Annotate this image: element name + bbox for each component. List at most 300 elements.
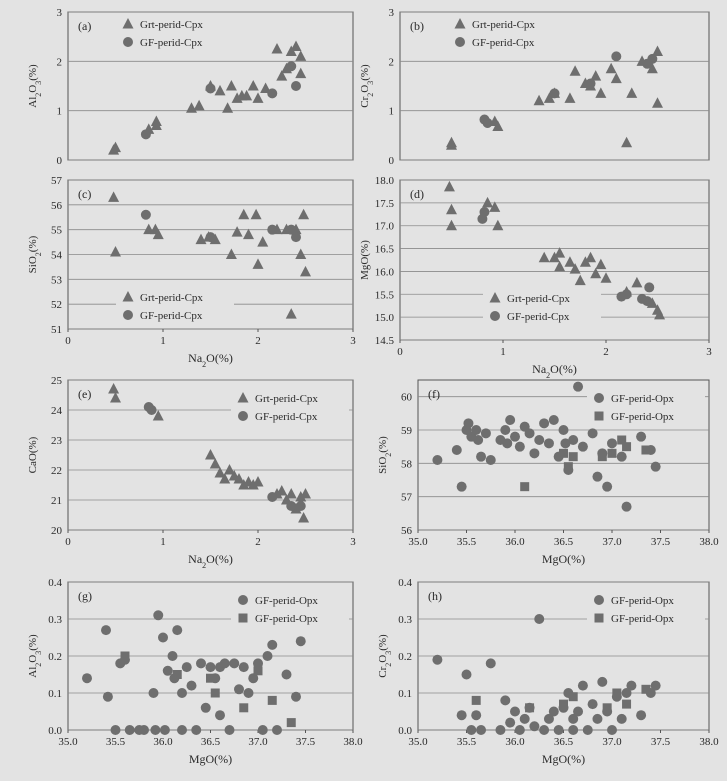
data-point-circle — [220, 658, 230, 668]
data-point-circle — [123, 310, 133, 320]
data-point-circle — [471, 425, 481, 435]
y-tick-label: 54 — [51, 249, 62, 262]
legend — [587, 388, 705, 426]
data-point-circle — [139, 725, 149, 735]
legend — [116, 287, 234, 325]
x-axis-label: MgO(%) — [541, 752, 586, 766]
y-tick-label: 0.1 — [398, 688, 412, 700]
data-point-circle — [626, 681, 636, 691]
x-tick-label: 35.5 — [456, 736, 477, 748]
data-point-square — [612, 689, 621, 698]
x-tick-label: 35.5 — [456, 536, 477, 548]
data-point-circle — [182, 662, 192, 672]
data-point-circle — [544, 438, 554, 448]
data-point-triangle — [226, 249, 237, 260]
data-point-triangle — [110, 246, 121, 257]
y-tick-label: 0 — [56, 155, 62, 167]
data-point-circle — [483, 118, 493, 128]
data-point-triangle — [286, 308, 297, 319]
y-tick-label: 1 — [56, 105, 62, 118]
y-tick-label: 0.3 — [48, 614, 62, 626]
data-point-circle — [457, 482, 467, 492]
legend-entry: GF-perid-Cpx — [140, 310, 203, 322]
data-point-square — [472, 696, 481, 705]
x-tick-label: 35.5 — [105, 736, 126, 748]
data-point-circle — [282, 670, 292, 680]
y-tick-label: 25 — [51, 375, 62, 387]
data-point-triangle — [253, 258, 264, 269]
data-point-circle — [529, 448, 539, 458]
y-tick-label: 20 — [51, 525, 62, 537]
data-point-triangle — [215, 85, 226, 96]
data-point-triangle — [482, 197, 493, 208]
data-point-circle — [267, 492, 277, 502]
data-point-triangle — [595, 259, 606, 270]
data-point-circle — [291, 232, 301, 242]
y-tick-label: 23 — [51, 435, 62, 447]
legend-entry: Grt-perid-Cpx — [140, 292, 203, 304]
chart-panel-b — [359, 7, 709, 167]
data-point-square — [569, 692, 578, 701]
data-point-circle — [592, 472, 602, 482]
data-point-circle — [239, 662, 249, 672]
y-tick-label: 0.2 — [48, 651, 62, 663]
data-point-triangle — [251, 209, 262, 220]
data-point-circle — [476, 452, 486, 462]
data-point-circle — [573, 707, 583, 717]
data-point-square — [641, 685, 650, 694]
data-point-circle — [550, 88, 560, 98]
data-point-triangle — [590, 268, 601, 279]
data-point-circle — [594, 595, 604, 605]
panel-label: (b) — [410, 19, 424, 33]
data-point-triangle — [295, 50, 306, 61]
legend-entry: GF-perid-Cpx — [507, 311, 570, 323]
data-point-square — [595, 412, 604, 421]
data-point-triangle — [534, 95, 545, 106]
legend-entry: GF-perid-Opx — [611, 613, 674, 625]
x-tick-label: 35.0 — [408, 736, 428, 748]
data-point-circle — [525, 428, 535, 438]
data-point-circle — [229, 658, 239, 668]
data-point-square — [121, 652, 130, 661]
panel-label: (c) — [78, 187, 92, 201]
data-point-circle — [607, 438, 617, 448]
data-point-triangle — [626, 87, 637, 98]
data-point-circle — [452, 445, 462, 455]
data-point-circle — [196, 658, 206, 668]
x-tick-label: 38.0 — [699, 536, 719, 548]
data-point-circle — [168, 651, 178, 661]
y-tick-label: 55 — [51, 224, 62, 237]
data-point-circle — [486, 658, 496, 668]
x-axis-label: MgO(%) — [541, 552, 586, 566]
data-point-circle — [520, 714, 530, 724]
y-axis-label: $Cr_2O_3(\%)$ — [377, 634, 393, 678]
legend-entry: GF-perid-Opx — [611, 595, 674, 607]
data-point-square — [569, 452, 578, 461]
data-point-triangle — [205, 449, 216, 460]
data-point-circle — [592, 714, 602, 724]
data-point-circle — [172, 625, 182, 635]
data-point-circle — [515, 442, 525, 452]
legend-entry: GF-perid-Opx — [611, 411, 674, 423]
data-point-circle — [258, 725, 268, 735]
data-point-square — [608, 449, 617, 458]
data-point-circle — [206, 232, 216, 242]
data-point-triangle — [248, 80, 259, 91]
y-tick-label: 0.1 — [48, 688, 62, 700]
data-point-circle — [201, 703, 211, 713]
data-point-triangle — [564, 92, 575, 103]
data-point-triangle — [210, 458, 221, 469]
y-tick-label: 0.0 — [48, 725, 62, 737]
y-tick-label: 22 — [51, 465, 62, 477]
data-point-circle — [263, 651, 273, 661]
data-point-square — [622, 442, 631, 451]
y-tick-label: 0.4 — [398, 577, 412, 589]
data-point-circle — [163, 666, 173, 676]
data-point-circle — [479, 207, 489, 217]
x-tick-label: 37.0 — [602, 736, 622, 748]
x-tick-label: 37.5 — [295, 736, 316, 748]
data-point-circle — [607, 725, 617, 735]
data-point-circle — [267, 225, 277, 235]
data-point-circle — [573, 382, 583, 392]
data-point-circle — [225, 725, 235, 735]
data-point-circle — [206, 662, 216, 672]
data-point-triangle — [286, 488, 297, 499]
y-tick-label: 16.0 — [374, 266, 394, 279]
data-point-triangle — [253, 92, 264, 103]
data-point-square — [173, 670, 182, 679]
legend-entry: Grt-perid-Cpx — [472, 19, 535, 31]
y-tick-label: 0.3 — [398, 614, 412, 626]
data-point-triangle — [652, 97, 663, 108]
x-tick-label: 36.0 — [505, 536, 525, 548]
legend-entry: Grt-perid-Cpx — [140, 19, 203, 31]
data-point-circle — [481, 428, 491, 438]
data-point-circle — [141, 210, 151, 220]
data-point-square — [206, 674, 215, 683]
data-point-triangle — [108, 191, 119, 202]
data-point-circle — [187, 681, 197, 691]
data-point-circle — [500, 695, 510, 705]
data-point-triangle — [298, 209, 309, 220]
data-point-triangle — [272, 43, 283, 54]
y-tick-label: 56 — [401, 525, 412, 537]
data-point-square — [287, 718, 296, 727]
data-point-circle — [510, 707, 520, 717]
data-point-triangle — [539, 252, 550, 263]
y-tick-label: 3 — [56, 7, 62, 19]
x-tick-label: 35.0 — [408, 536, 428, 548]
y-tick-label: 57 — [51, 175, 62, 187]
data-point-circle — [534, 614, 544, 624]
data-point-circle — [594, 393, 604, 403]
data-point-triangle — [446, 204, 457, 215]
data-point-circle — [490, 311, 500, 321]
panel-label: (e) — [78, 387, 92, 401]
x-tick-label: 37.0 — [248, 736, 268, 748]
data-point-circle — [636, 432, 646, 442]
data-point-circle — [534, 435, 544, 445]
data-point-circle — [153, 610, 163, 620]
data-point-circle — [177, 725, 187, 735]
y-tick-label: 21 — [51, 495, 62, 507]
y-axis-label: SiO$_2$(%) — [377, 436, 393, 474]
y-tick-label: 2 — [56, 56, 62, 69]
y-tick-label: 0.0 — [398, 725, 412, 737]
data-point-circle — [578, 442, 588, 452]
data-point-circle — [82, 673, 92, 683]
legend — [231, 388, 349, 426]
data-point-triangle — [226, 80, 237, 91]
data-point-triangle — [194, 100, 205, 111]
y-tick-label: 0.4 — [48, 577, 62, 589]
data-point-circle — [267, 640, 277, 650]
legend — [448, 14, 566, 52]
data-point-circle — [611, 51, 621, 61]
data-point-triangle — [606, 63, 617, 73]
legend-entry: GF-perid-Cpx — [472, 37, 535, 49]
data-point-circle — [549, 415, 559, 425]
data-point-circle — [583, 725, 593, 735]
data-point-circle — [238, 411, 248, 421]
data-point-circle — [505, 718, 515, 728]
legend — [231, 590, 349, 628]
data-point-circle — [500, 425, 510, 435]
y-tick-label: 14.5 — [374, 335, 394, 347]
data-point-circle — [296, 501, 306, 511]
x-tick-label: 38.0 — [343, 736, 363, 748]
y-axis-label: CaO(%) — [27, 436, 39, 474]
data-point-triangle — [446, 220, 457, 231]
data-point-triangle — [295, 68, 306, 79]
data-point-triangle — [554, 261, 565, 272]
legend — [483, 288, 601, 326]
data-point-circle — [125, 725, 135, 735]
data-point-circle — [191, 725, 201, 735]
chart-panel-c — [27, 175, 356, 369]
data-point-circle — [206, 83, 216, 93]
data-point-square — [239, 703, 248, 712]
x-tick-label: 37.5 — [650, 536, 671, 548]
data-point-circle — [291, 692, 301, 702]
panel-label: (a) — [78, 19, 92, 33]
x-tick-label: 3 — [350, 536, 356, 548]
data-point-triangle — [564, 256, 575, 267]
x-tick-label: 2 — [603, 346, 609, 358]
data-point-circle — [457, 710, 467, 720]
x-tick-label: 1 — [160, 335, 166, 347]
data-point-triangle — [257, 236, 268, 247]
data-point-circle — [476, 725, 486, 735]
data-point-triangle — [243, 229, 254, 240]
y-tick-label: 15.5 — [374, 289, 394, 302]
x-tick-label: 3 — [350, 335, 356, 347]
data-point-circle — [622, 502, 632, 512]
data-point-circle — [473, 435, 483, 445]
data-point-circle — [578, 681, 588, 691]
x-tick-label: 0 — [397, 346, 403, 358]
data-point-triangle — [631, 277, 642, 288]
data-point-circle — [123, 37, 133, 47]
data-point-circle — [642, 296, 652, 306]
data-point-circle — [150, 725, 160, 735]
data-point-triangle — [621, 137, 632, 148]
data-point-square — [211, 689, 220, 698]
panel-label: (h) — [428, 589, 442, 603]
x-tick-label: 37.0 — [602, 536, 622, 548]
data-point-circle — [141, 129, 151, 139]
y-tick-label: 18.0 — [374, 175, 394, 187]
data-point-circle — [588, 699, 598, 709]
data-point-circle — [622, 289, 632, 299]
x-tick-label: 36.5 — [553, 536, 574, 548]
series-circle — [432, 614, 660, 735]
panel-label: (g) — [78, 589, 92, 603]
x-axis-label: MgO(%) — [188, 752, 233, 766]
data-point-circle — [510, 432, 520, 442]
data-point-square — [525, 703, 534, 712]
data-point-circle — [559, 425, 569, 435]
data-point-triangle — [110, 142, 121, 153]
x-axis-label: $Na_2O(\%)$ — [188, 351, 233, 369]
data-point-circle — [495, 725, 505, 735]
x-tick-label: 36.5 — [200, 736, 221, 748]
y-tick-label: 0.2 — [398, 651, 412, 663]
data-point-circle — [651, 681, 661, 691]
data-point-circle — [177, 688, 187, 698]
data-point-square — [559, 449, 568, 458]
y-tick-label: 16.5 — [374, 243, 394, 256]
chart-panel-h — [377, 577, 719, 766]
series-triangle — [108, 41, 306, 155]
legend-entry: GF-perid-Opx — [611, 393, 674, 405]
data-point-circle — [103, 692, 113, 702]
x-tick-label: 36.0 — [505, 736, 525, 748]
y-tick-label: 15.0 — [374, 312, 394, 325]
y-tick-label: 58 — [401, 458, 412, 471]
y-tick-label: 24 — [51, 405, 62, 417]
chart-panel-e — [27, 375, 356, 570]
data-point-circle — [111, 725, 121, 735]
data-point-triangle — [110, 392, 121, 403]
data-point-circle — [147, 405, 157, 415]
data-point-square — [598, 452, 607, 461]
data-point-circle — [471, 710, 481, 720]
chart-panel-f — [377, 380, 719, 566]
data-point-triangle — [291, 41, 302, 52]
y-tick-label: 53 — [51, 274, 62, 287]
data-point-square — [559, 700, 568, 709]
data-point-square — [564, 462, 573, 471]
x-tick-label: 36.0 — [153, 736, 173, 748]
panel-label: (d) — [410, 187, 424, 201]
y-axis-label: MgO(%) — [359, 240, 371, 280]
data-point-triangle — [108, 383, 119, 394]
x-tick-label: 35.0 — [58, 736, 78, 748]
x-tick-label: 1 — [500, 346, 506, 358]
x-tick-label: 3 — [706, 346, 712, 358]
data-point-circle — [234, 684, 244, 694]
data-point-circle — [602, 482, 612, 492]
legend-entry: GF-perid-Opx — [255, 595, 318, 607]
chart-panel-d — [359, 175, 712, 380]
data-point-triangle — [300, 266, 311, 277]
data-point-circle — [286, 61, 296, 71]
data-point-circle — [651, 462, 661, 472]
data-point-circle — [267, 88, 277, 98]
y-axis-label: $Al_2O_3(\%)$ — [27, 64, 43, 108]
data-point-circle — [505, 415, 515, 425]
data-point-circle — [158, 633, 168, 643]
x-axis-label: $Na_2O(\%)$ — [532, 362, 577, 380]
data-point-circle — [160, 725, 170, 735]
data-point-circle — [502, 438, 512, 448]
data-point-circle — [515, 725, 525, 735]
data-point-circle — [597, 677, 607, 687]
data-point-circle — [539, 725, 549, 735]
y-tick-label: 56 — [51, 199, 62, 212]
data-point-circle — [291, 81, 301, 91]
data-point-circle — [296, 636, 306, 646]
data-point-triangle — [298, 512, 309, 523]
data-point-circle — [215, 710, 225, 720]
data-point-circle — [529, 721, 539, 731]
data-point-circle — [455, 37, 465, 47]
x-axis-label: $Na_2O(\%)$ — [188, 552, 233, 570]
data-point-square — [520, 482, 529, 491]
data-point-circle — [238, 595, 248, 605]
data-point-circle — [568, 435, 578, 445]
data-point-square — [254, 666, 263, 675]
data-point-circle — [549, 707, 559, 717]
data-point-triangle — [492, 220, 503, 231]
x-tick-label: 0 — [65, 536, 71, 548]
data-point-triangle — [295, 249, 306, 260]
series-circle — [82, 610, 306, 735]
x-tick-label: 2 — [255, 536, 261, 548]
y-tick-label: 1 — [388, 105, 394, 118]
data-point-triangle — [585, 252, 596, 263]
data-point-circle — [286, 501, 296, 511]
y-tick-label: 57 — [401, 491, 412, 504]
legend — [116, 14, 234, 52]
data-point-circle — [554, 725, 564, 735]
data-point-circle — [539, 418, 549, 428]
series-square — [472, 685, 651, 713]
data-point-triangle — [238, 209, 249, 220]
data-point-triangle — [444, 181, 455, 192]
data-point-circle — [568, 725, 578, 735]
data-point-triangle — [575, 275, 586, 286]
data-point-circle — [272, 725, 282, 735]
data-point-square — [239, 614, 248, 623]
y-tick-label: 51 — [51, 324, 62, 336]
data-point-square — [641, 446, 650, 455]
y-axis-label: $Al_2O_3(\%)$ — [27, 634, 43, 678]
x-tick-label: 36.5 — [553, 736, 574, 748]
legend-entry: Grt-perid-Cpx — [255, 393, 318, 405]
x-tick-label: 38.0 — [699, 736, 719, 748]
data-point-circle — [647, 54, 657, 64]
data-point-square — [595, 614, 604, 623]
data-point-square — [268, 696, 277, 705]
chart-panel-g — [27, 577, 363, 766]
y-tick-label: 3 — [388, 7, 394, 19]
